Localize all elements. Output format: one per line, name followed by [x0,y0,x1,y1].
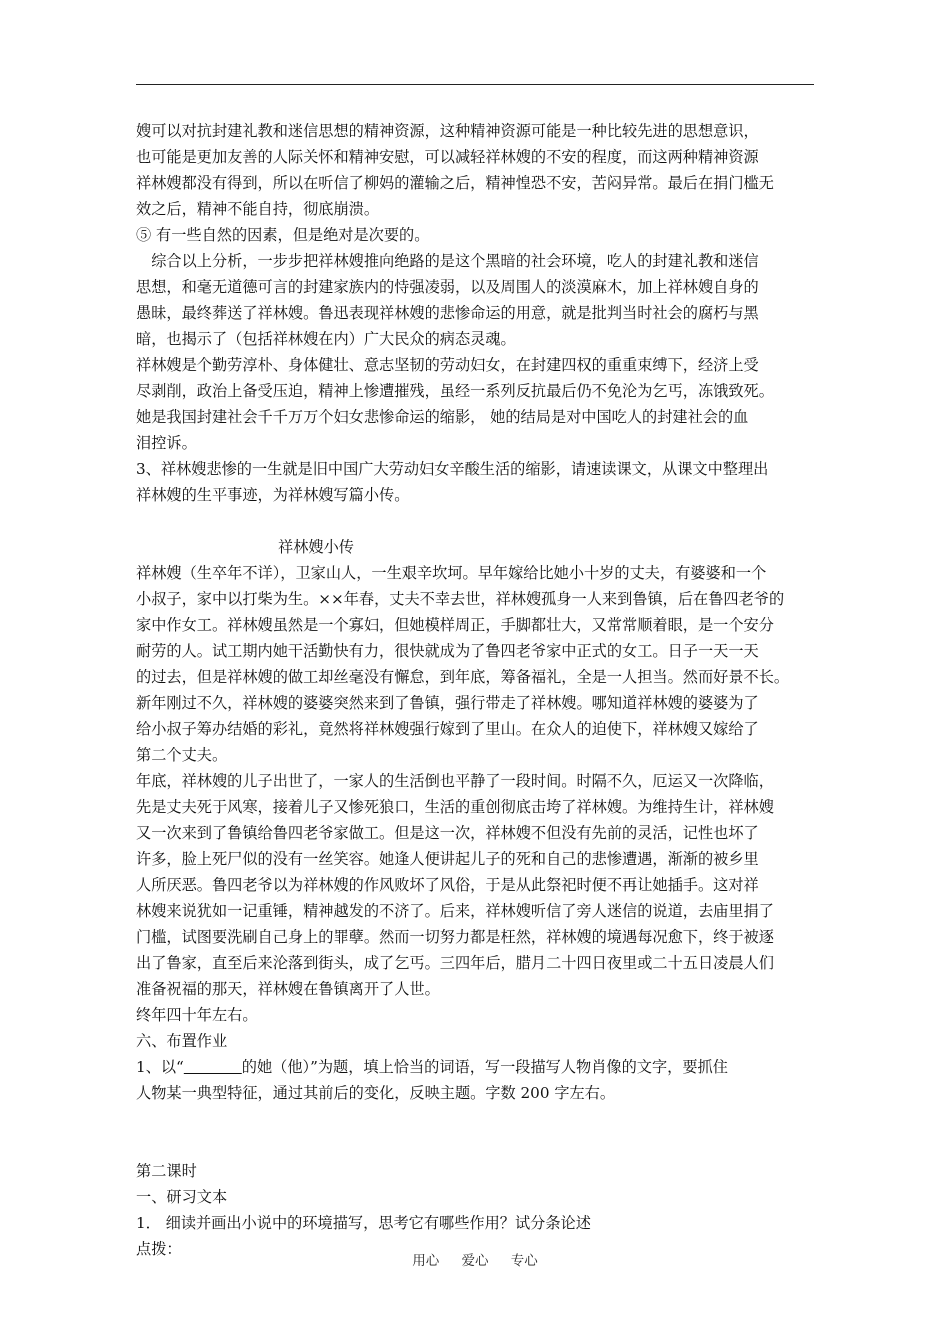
text-line: 祥林嫂（生卒年不详），卫家山人，一生艰辛坎坷。早年嫁给比她小十岁的丈夫，有婆婆和一个 [136,564,767,582]
text-line: 新年刚过不久，祥林嫂的婆婆突然来到了鲁镇，强行带走了祥林嫂。哪知道祥林嫂的婆婆为了 [136,694,759,712]
header-rule [136,84,814,85]
text-line: 嫂可以对抗封建礼教和迷信思想的精神资源，这种精神资源可能是一种比较先进的思想意识， [136,122,759,140]
text-line: 准备祝福的那天，祥林嫂在鲁镇离开了人世。 [136,980,440,998]
text-line: 出了鲁家，直至后来沦落到街头，成了乞丐。三四年后，腊月二十四日夜里或二十五日凌晨人们 [136,954,774,972]
text-line: 人所厌恶。鲁四老爷以为祥林嫂的作风败坏了风俗，于是从此祭祀时便不再让她插手。这对祥 [136,876,759,894]
text-line: 综合以上分析，一步步把祥林嫂推向绝路的是这个黑暗的社会环境，吃人的封建礼教和迷信 [136,252,759,270]
text-line: 给小叔子筹办结婚的彩礼，竟然将祥林嫂强行嫁到了里山。在众人的迫使下，祥林嫂又嫁给了 [136,720,759,738]
page-footer [0,1249,950,1269]
text-line: 的过去，但是祥林嫂的做工却丝毫没有懈怠，到年底，筹备福礼，全是一人担当。然而好景不长。 [136,668,790,686]
paragraph-summary [136,248,816,352]
point-5: ⑤ 有一些自然的因素，但是绝对是次要的。 [136,226,430,244]
text-line: 思想，和毫无道德可言的封建家族内的恃强凌弱，以及周围人的淡漠麻木，加上祥林嫂自身的 [136,278,759,296]
text-line: 效之后，精神不能自持，彻底崩溃。 [136,200,379,218]
homework-prefix: 1、以“ [136,1058,184,1076]
section-heading-homework: 六、布置作业 [136,1032,228,1050]
text-line: 小叔子，家中以打柴为生。××年春，丈夫不幸去世，祥林嫂孤身一人来到鲁镇，后在鲁四老爷的 [136,590,785,608]
text-line: 她是我国封建社会千千万万个妇女悲惨命运的缩影， 她的结局是对中国吃人的封建社会的血 [136,408,749,426]
text-line: 家中作女工。祥林嫂虽然是一个寡妇，但她模样周正，手脚都壮大，又常常顺着眼，是一个安分 [136,616,774,634]
footer-item: 用心 [412,1253,440,1269]
document-body [136,118,816,1262]
text-line: 门槛，试图要洗刷自己身上的罪孽。然而一切努力都是枉然，祥林嫂的境遇每况愈下，终于被逐 [136,928,774,946]
footer-item: 专心 [510,1253,538,1269]
text-line: 又一次来到了鲁镇给鲁四老爷家做工。但是这一次，祥林嫂不但没有先前的灵活，记性也坏了 [136,824,759,842]
bio-paragraph-2 [136,768,816,1002]
footer-item: 爱心 [461,1253,489,1269]
text-line: 年底，祥林嫂的儿子出世了，一家人的生活倒也平静了一段时间。时隔不久，厄运又一次降临， [136,772,774,790]
question-3 [136,456,816,508]
question-1: 1． 细读并画出小说中的环境描写，思考它有哪些作用？试分条论述 [136,1214,591,1232]
text-line: 祥林嫂都没有得到，所以在听信了柳妈的灌输之后，精神惶恐不安，苦闷异常。最后在捐门槛无 [136,174,774,192]
text-line: 也可能是更加友善的人际关怀和精神安慰，可以减轻祥林嫂的不安的程度，而这两种精神资源 [136,148,759,166]
text-line: 3、祥林嫂悲惨的一生就是旧中国广大劳动妇女辛酸生活的缩影，请速读课文，从课文中整理出 [136,460,769,478]
text-line: 许多，脸上死尸似的没有一丝笑容。她逢人便讲起儿子的死和自己的悲惨遭遇，渐渐的被乡里 [136,850,759,868]
text-line: 第二个丈夫。 [136,746,228,764]
homework-suffix: 的她（他）”为题，填上恰当的词语，写一段描写人物肖像的文字，要抓住 [241,1058,728,1076]
paragraph-1 [136,118,816,222]
text-line: 尽剥削，政治上备受压迫，精神上惨遭摧残，虽经一系列反抗最后仍不免沦为乞丐，冻饿致死。 [136,382,774,400]
section-heading-research: 一、研习文本 [136,1188,228,1206]
fill-blank [184,1058,242,1076]
homework-line-2: 人物某一典型特征，通过其前后的变化，反映主题。字数 200 字左右。 [136,1084,616,1102]
bio-paragraph-1 [136,560,816,768]
text-line: 愚昧，最终葬送了祥林嫂。鲁迅表现祥林嫂的悲惨命运的用意，就是批判当时社会的腐朽与黑 [136,304,759,322]
text-line: 泪控诉。 [136,434,197,452]
bio-ending: 终年四十年左右。 [136,1006,258,1024]
paragraph-character [136,352,816,456]
hint-label: 点拨： [136,1240,182,1258]
text-line: 耐劳的人。试工期内她干活勤快有力，很快就成为了鲁四老爷家中正式的女工。日子一天一天 [136,642,759,660]
text-line: 林嫂来说犹如一记重锤，精神越发的不济了。后来，祥林嫂听信了旁人迷信的说道，去庙里捐了 [136,902,774,920]
lesson-heading: 第二课时 [136,1162,197,1180]
text-line: 暗，也揭示了（包括祥林嫂在内）广大民众的病态灵魂。 [136,330,516,348]
text-line: 祥林嫂的生平事迹，为祥林嫂写篇小传。 [136,486,410,504]
text-line: 祥林嫂是个勤劳淳朴、身体健壮、意志坚韧的劳动妇女，在封建四权的重重束缚下，经济上受 [136,356,759,374]
text-line: 先是丈夫死于风寒，接着儿子又惨死狼口，生活的重创彻底击垮了祥林嫂。为维持生计，祥林嫂 [136,798,774,816]
bio-title: 祥林嫂小传 [278,538,354,556]
homework-line-1 [136,1054,816,1080]
